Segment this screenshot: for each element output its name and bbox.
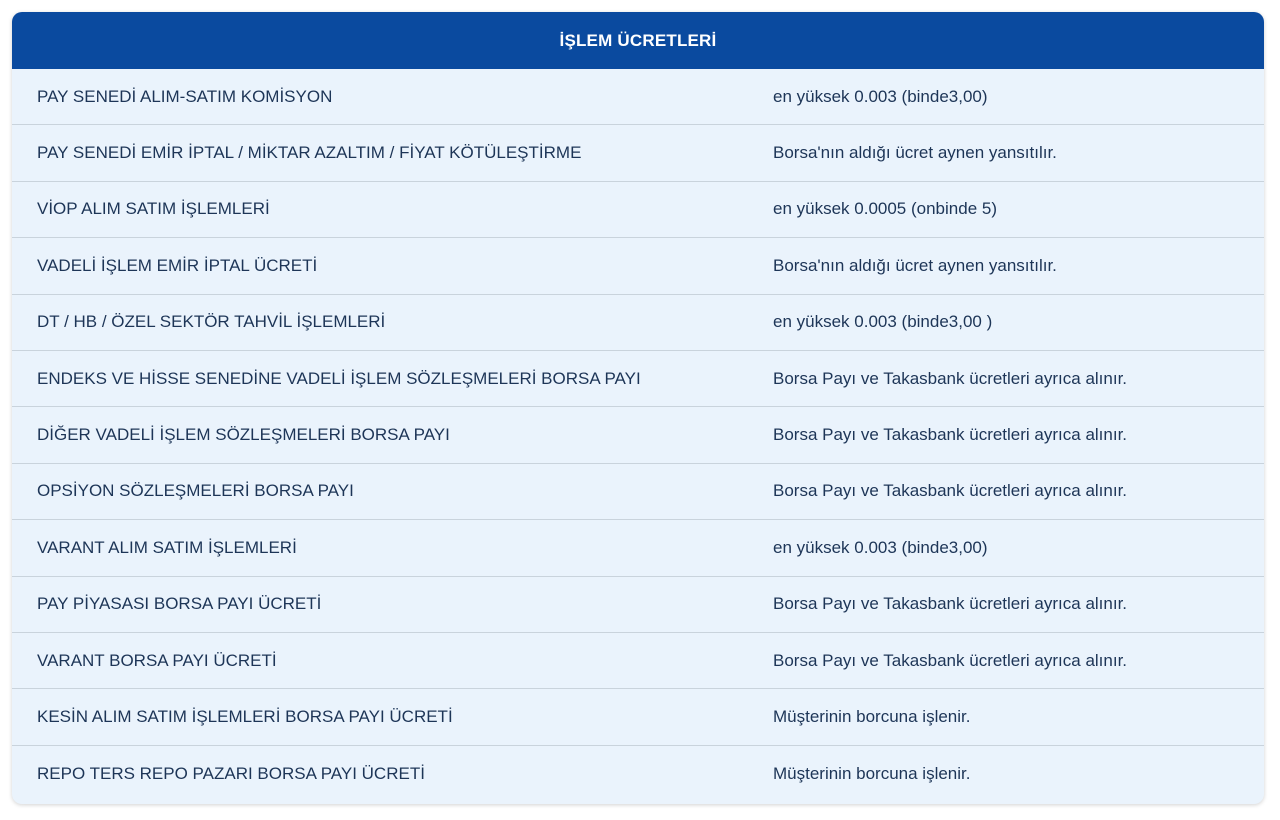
table-row bbox=[12, 351, 1264, 407]
table-row bbox=[12, 238, 1264, 294]
fee-name: PAY PİYASASI BORSA PAYI ÜCRETİ bbox=[37, 594, 322, 614]
table-row bbox=[12, 407, 1264, 463]
fee-name: OPSİYON SÖZLEŞMELERİ BORSA PAYI bbox=[37, 481, 354, 501]
table-row bbox=[12, 746, 1264, 802]
table-row bbox=[12, 69, 1264, 125]
fee-value: en yüksek 0.003 (binde3,00) bbox=[773, 86, 988, 106]
fee-value: Borsa'nın aldığı ücret aynen yansıtılır. bbox=[773, 255, 1057, 275]
fee-table bbox=[12, 12, 1264, 804]
fee-value: Borsa Payı ve Takasbank ücretleri ayrıca alınır. bbox=[773, 481, 1128, 501]
table-header bbox=[12, 12, 1264, 69]
fee-name: VARANT ALIM SATIM İŞLEMLERİ bbox=[37, 537, 297, 557]
fee-name: ENDEKS VE HİSSE SENEDİNE VADELİ İŞLEM SÖZLEŞMELERİ BORSA PAYI bbox=[37, 368, 641, 388]
fee-name: DT / HB / ÖZEL SEKTÖR TAHVİL İŞLEMLERİ bbox=[37, 312, 386, 332]
table-title: İŞLEM ÜCRETLERİ bbox=[559, 30, 717, 50]
table-body bbox=[12, 69, 1264, 802]
fee-value: en yüksek 0.0005 (onbinde 5) bbox=[773, 199, 997, 219]
table-row bbox=[12, 182, 1264, 238]
fee-name: DİĞER VADELİ İŞLEM SÖZLEŞMELERİ BORSA PAYI bbox=[37, 425, 450, 445]
table-row bbox=[12, 520, 1264, 576]
fee-name: VİOP ALIM SATIM İŞLEMLERİ bbox=[37, 199, 270, 219]
fee-value: Borsa'nın aldığı ücret aynen yansıtılır. bbox=[773, 143, 1057, 163]
table-row bbox=[12, 577, 1264, 633]
fee-value: Müşterinin borcuna işlenir. bbox=[773, 763, 971, 783]
fee-name: KESİN ALIM SATIM İŞLEMLERİ BORSA PAYI ÜCRETİ bbox=[37, 706, 453, 726]
table-row bbox=[12, 125, 1264, 181]
fee-value: Borsa Payı ve Takasbank ücretleri ayrıca alınır. bbox=[773, 594, 1128, 614]
table-row bbox=[12, 464, 1264, 520]
fee-name: VARANT BORSA PAYI ÜCRETİ bbox=[37, 650, 277, 670]
table-row bbox=[12, 633, 1264, 689]
table-row bbox=[12, 295, 1264, 351]
table-row bbox=[12, 689, 1264, 745]
fee-value: Borsa Payı ve Takasbank ücretleri ayrıca alınır. bbox=[773, 368, 1128, 388]
fee-value: Borsa Payı ve Takasbank ücretleri ayrıca alınır. bbox=[773, 425, 1128, 445]
fee-value: Borsa Payı ve Takasbank ücretleri ayrıca alınır. bbox=[773, 650, 1128, 670]
fee-value: Müşterinin borcuna işlenir. bbox=[773, 706, 971, 726]
fee-value: en yüksek 0.003 (binde3,00) bbox=[773, 537, 988, 557]
fee-value: en yüksek 0.003 (binde3,00 ) bbox=[773, 312, 993, 332]
fee-name: PAY SENEDİ EMİR İPTAL / MİKTAR AZALTIM / FİYAT KÖTÜLEŞTİRME bbox=[37, 143, 582, 163]
fee-name: VADELİ İŞLEM EMİR İPTAL ÜCRETİ bbox=[37, 255, 318, 275]
fee-name: PAY SENEDİ ALIM-SATIM KOMİSYON bbox=[37, 86, 333, 106]
fee-name: REPO TERS REPO PAZARI BORSA PAYI ÜCRETİ bbox=[37, 763, 425, 783]
